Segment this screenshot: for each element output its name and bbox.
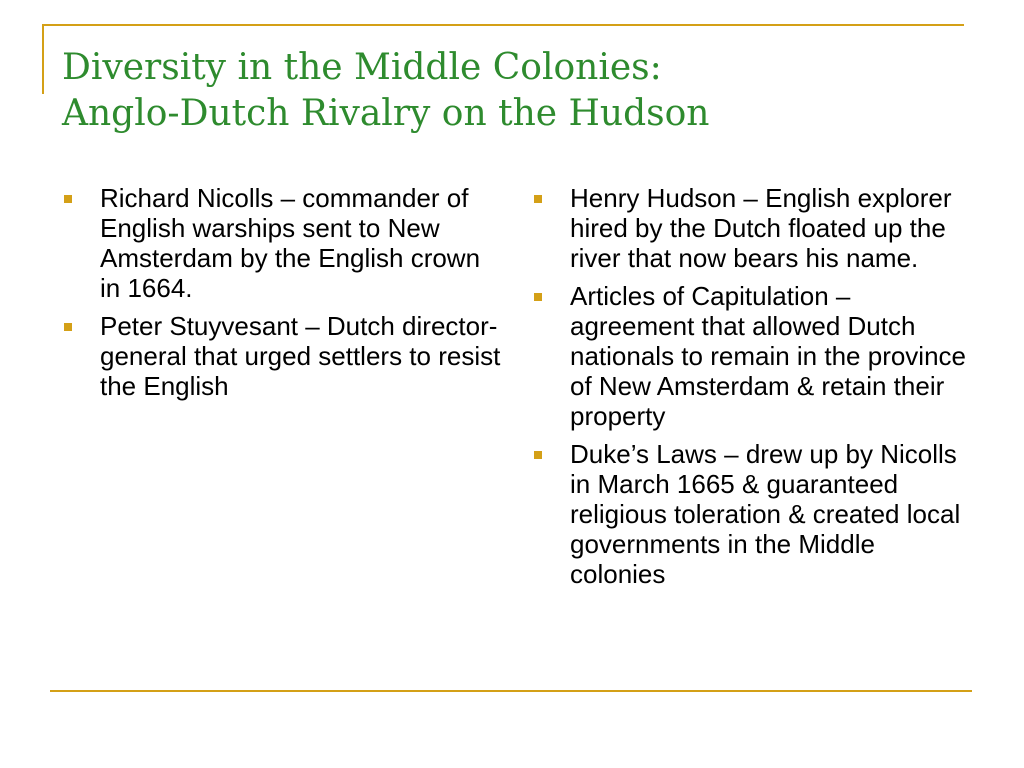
square-bullet-icon [534,195,542,203]
square-bullet-icon [64,323,72,331]
bullet-text: Duke’s Laws – drew up by Nicolls in March 1665 & guaranteed religious toleration & created local governments in the Middle colonies [570,439,961,589]
left-bullet-list [62,183,502,409]
square-bullet-icon [64,195,72,203]
bullet-item-dukes-laws [532,439,972,589]
right-bullet-list [532,183,972,597]
bullet-text: Henry Hudson – English explorer hired by the Dutch floated up the river that now bears his name. [570,183,952,273]
bullet-text: Peter Stuyvesant – Dutch director-general that urged settlers to resist the English [100,311,501,401]
bottom-border-line [50,690,972,692]
bullet-text: Richard Nicolls – commander of English warships sent to New Amsterdam by the English crown in 1664. [100,183,481,303]
bullet-item-richard-nicolls [62,183,502,303]
slide-title-line-2: Anglo-Dutch Rivalry on the Hudson [62,93,710,134]
slide-title [62,45,962,137]
left-border-line [42,24,44,94]
bullet-item-peter-stuyvesant [62,311,502,401]
bullet-item-articles-of-capitulation [532,281,972,431]
bullet-item-henry-hudson [532,183,972,273]
square-bullet-icon [534,451,542,459]
top-border-line [42,24,964,26]
bullet-text: Articles of Capitulation – agreement that allowed Dutch nationals to remain in the province of New Amsterdam & retain their property [570,281,967,431]
square-bullet-icon [534,293,542,301]
slide-title-line-1: Diversity in the Middle Colonies: [62,47,662,88]
